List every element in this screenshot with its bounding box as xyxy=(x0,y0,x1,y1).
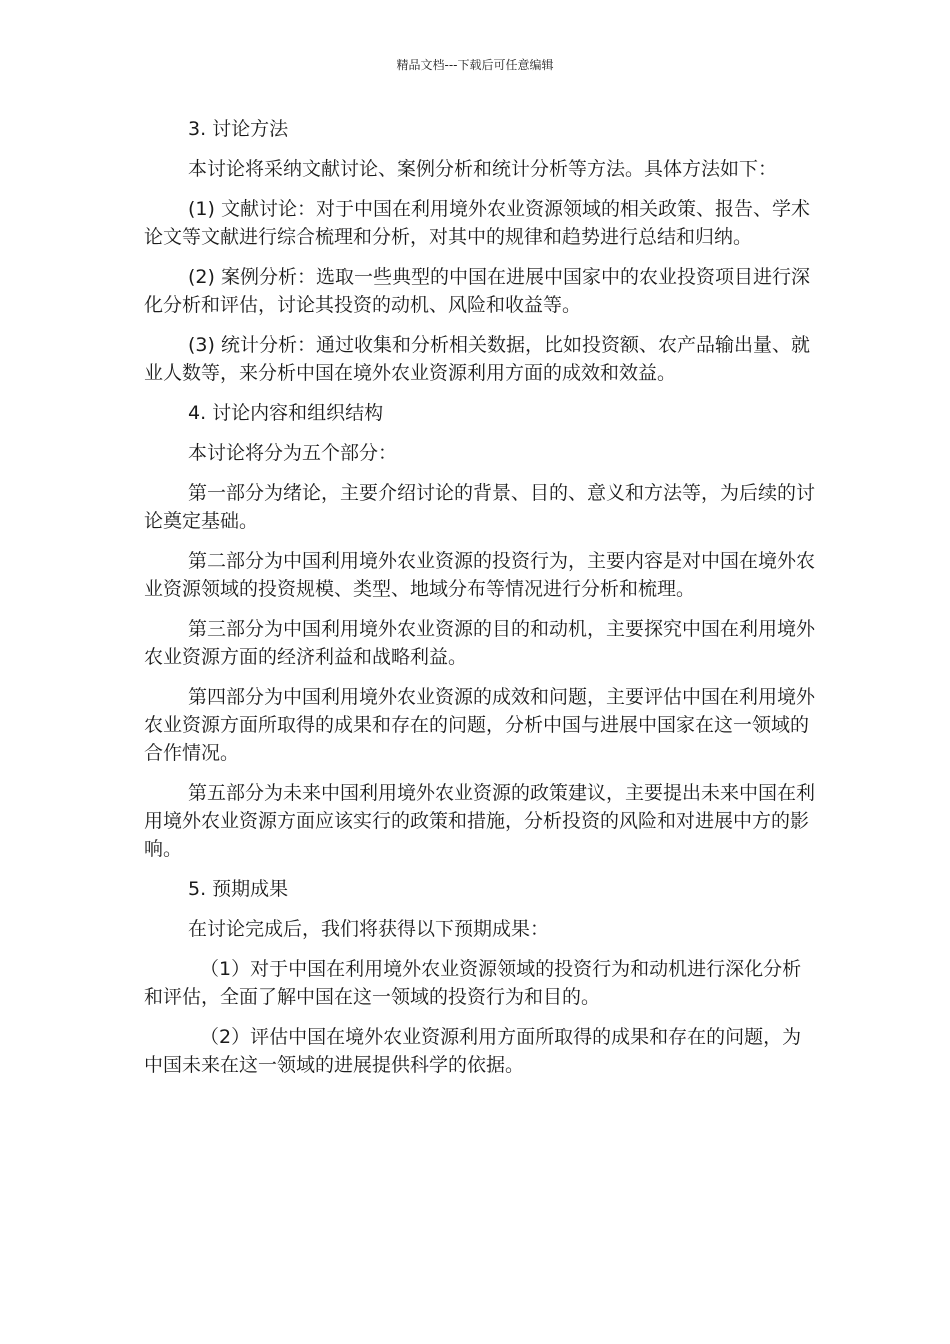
paragraph-statistical-analysis: (3) 统计分析：通过收集和分析相关数据，比如投资额、农产品输出量、就业人数等，来分析中国在境外农业资源利用方面的成效和效益。 xyxy=(144,334,810,384)
paragraph-part-three: 第三部分为中国利用境外农业资源的目的和动机，主要探究中国在利用境外农业资源方面的经济利益和战略利益。 xyxy=(144,618,816,668)
page-header: 精品文档---下载后可任意编辑 xyxy=(396,58,554,72)
paragraph-case-analysis: (2) 案例分析：选取一些典型的中国在进展中国家中的农业投资项目进行深化分析和评估，讨论其投资的动机、风险和收益等。 xyxy=(144,266,810,316)
paragraph-part-one: 第一部分为绪论，主要介绍讨论的背景、目的、意义和方法等，为后续的讨论奠定基础。 xyxy=(144,482,816,532)
paragraph-structure-intro: 本讨论将分为五个部分： xyxy=(188,442,398,464)
document-body xyxy=(144,115,816,1091)
paragraph-part-five: 第五部分为未来中国利用境外农业资源的政策建议，主要提出未来中国在利用境外农业资源方面应该实行的政策和措施，分析投资的风险和对进展中方的影响。 xyxy=(144,782,816,860)
paragraph-part-two: 第二部分为中国利用境外农业资源的投资行为，主要内容是对中国在境外农业资源领域的投资规模、类型、地域分布等情况进行分析和梳理。 xyxy=(144,550,816,600)
paragraph-outcome-one: （1）对于中国在利用境外农业资源领域的投资行为和动机进行深化分析和评估，全面了解中国在这一领域的投资行为和目的。 xyxy=(144,958,802,1008)
paragraph-methods-intro: 本讨论将采纳文献讨论、案例分析和统计分析等方法。具体方法如下： xyxy=(188,158,778,180)
paragraph-outcomes-intro: 在讨论完成后，我们将获得以下预期成果： xyxy=(188,918,550,940)
paragraph-outcome-two: （2）评估中国在境外农业资源利用方面所取得的成果和存在的问题，为中国未来在这一领域的进展提供科学的依据。 xyxy=(144,1026,802,1076)
section-heading-methods: 3. 讨论方法 xyxy=(188,118,289,140)
section-heading-outcomes: 5. 预期成果 xyxy=(188,878,289,900)
paragraph-part-four: 第四部分为中国利用境外农业资源的成效和问题，主要评估中国在利用境外农业资源方面所取得的成果和存在的问题，分析中国与进展中国家在这一领域的合作情况。 xyxy=(144,686,816,764)
paragraph-literature-review: (1) 文献讨论：对于中国在利用境外农业资源领域的相关政策、报告、学术论文等文献进行综合梳理和分析，对其中的规律和趋势进行总结和归纳。 xyxy=(144,198,810,248)
section-heading-structure: 4. 讨论内容和组织结构 xyxy=(188,402,384,424)
